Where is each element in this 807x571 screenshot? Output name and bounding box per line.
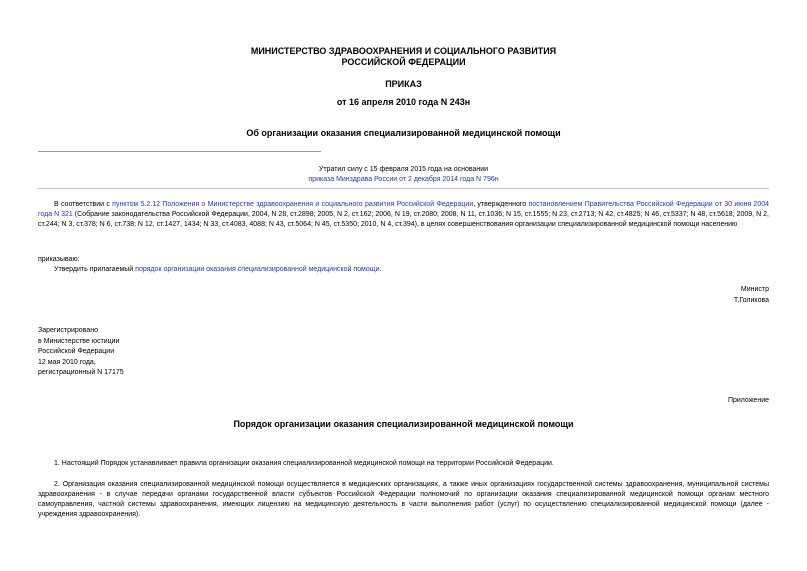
- registration-line-4: 12 мая 2010 года,: [38, 358, 96, 366]
- approve-end: .: [379, 266, 382, 273]
- signature-name: Т.Голикова: [733, 297, 769, 304]
- registration-line-3: Российской Федерации: [38, 348, 115, 355]
- appendix-label: Приложение: [727, 397, 769, 404]
- intro-text-1: В соответствии с: [54, 201, 113, 208]
- point-1: 1. Настоящий Порядок устанавливает правила организации оказания специализированной медицинской помощи на территории Российской Федерации.: [54, 460, 554, 467]
- regulation-link[interactable]: пунктом 5.2.12 Положения о Министерстве здравоохранения и социального развития Российской Федерации: [112, 201, 474, 208]
- order-word: приказываю:: [38, 256, 80, 263]
- ministry-line-1: МИНИСТЕРСТВО ЗДРАВООХРАНЕНИЯ И СОЦИАЛЬНОГО РАЗВИТИЯ: [250, 46, 557, 56]
- approve-text: Утвердить прилагаемый: [54, 266, 136, 273]
- procedure-title: Порядок организации оказания специализированной медицинской помощи: [233, 419, 574, 429]
- divider-long: [38, 188, 769, 189]
- doc-title: Об организации оказания специализированной медицинской помощи: [246, 128, 561, 138]
- registration-line-1: Зарегистрировано: [38, 327, 98, 334]
- registration-line-2: в Министерстве юстиции: [38, 337, 120, 345]
- intro-paragraph: [38, 200, 769, 230]
- annulment-link[interactable]: приказа Минздрава России от 2 декабря 2014 года N 796н: [308, 176, 499, 183]
- annulment-note: Утратил силу с 15 февраля 2015 года на основании: [318, 166, 489, 173]
- ministry-line-2: РОССИЙСКОЙ ФЕДЕРАЦИИ: [341, 57, 466, 67]
- doc-date-number: от 16 апреля 2010 года N 243н: [336, 97, 471, 107]
- intro-text-2: , утвержденного: [473, 201, 529, 208]
- point-2: 2. Организация оказания специализированной медицинской помощи осуществляется в медицинских организациях, а также иных организациях государственной системы здравоохранения, муниципальной системы здравоохранения - в случае передачи органами государственной власти субъектов Российской Федерации полномочий по организации оказания специализированной медицинской помощи органам местного самоуправления, частной системы здравоохранения, имеющих лицензию на медицинскую деятельность в части выполнения работ (услуг) по осуществлению специализированной медицинской помощи (далее - учреждения здравоохранения).: [38, 481, 769, 518]
- doc-type: ПРИКАЗ: [385, 79, 422, 89]
- approve-paragraph: [38, 265, 769, 275]
- procedure-link[interactable]: порядок организации оказания специализированной медицинской помощи: [135, 266, 380, 273]
- signature-position: Министр: [740, 286, 769, 293]
- divider-short: [38, 151, 321, 152]
- ministry-header: [0, 46, 807, 68]
- registration-block: [38, 326, 124, 379]
- intro-text-3: (Собрание законодательства Российской Федерации, 2004, N 28, ст.2898; 2005, N 2, ст.162; 2006, N 19, ст.2080; 2008, N 11, ст.1036; N 15, ст.1555; N 23, ст.2713; N 42, ст.4825; N 46, ст.5337; N 48, ст.5618; 2009, N 2, ст.244; N 3, ст.378; N 6, ст.738; N 12, ст.1427, 1434; N 33, ст.4083, 4088; N 43, ст.5064; N 45, ст.5350; 2010, N 4, ст.394), в целях совершенствования организации специализированной медицинской помощи населению: [38, 211, 769, 228]
- government-decree-link[interactable]: постановлением Правительства Российской Федерации от 30 июня 2004 года N 321: [38, 201, 770, 218]
- registration-line-5: регистрационный N 17175: [38, 369, 124, 376]
